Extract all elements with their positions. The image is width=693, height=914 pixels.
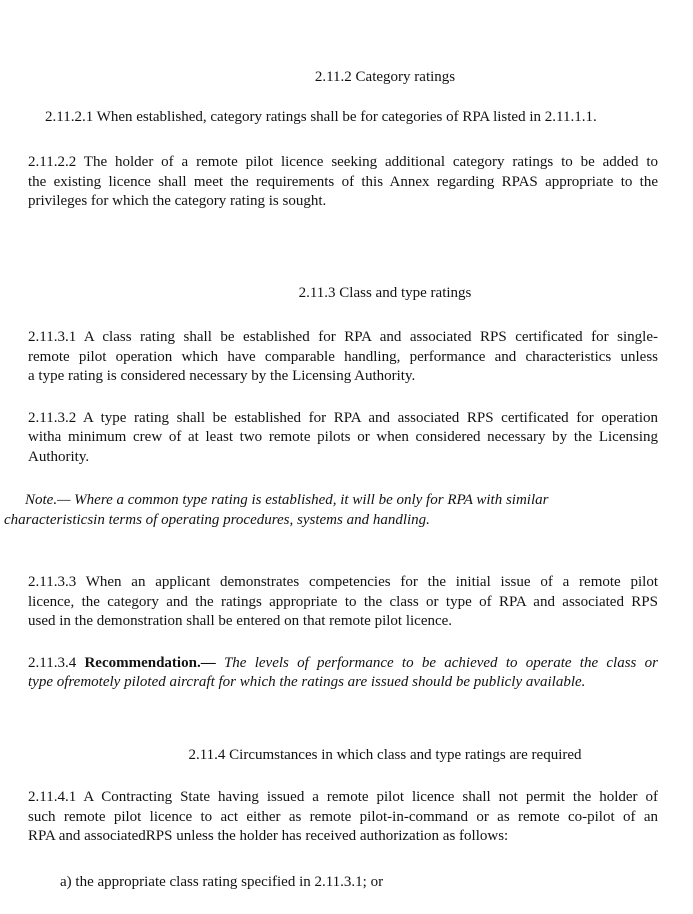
text-line: witha minimum crew of at least two remote pilots or when considered necessary by the Licensing xyxy=(28,429,658,445)
text-line: the existing licence shall meet the requirements of this Annex regarding RPAS appropriate to the xyxy=(28,173,658,190)
text-line: 2.11.3.1 A class rating shall be established for RPA and associated RPS certificated for single- xyxy=(28,329,658,345)
heading-text: 2.11.3 Class and type ratings xyxy=(298,284,472,301)
text-line xyxy=(28,654,658,674)
recommendation-2-11-3-4 xyxy=(28,654,658,693)
paragraph-2-11-3-3 xyxy=(28,573,658,632)
recommendation-label: Recommendation.— xyxy=(84,654,224,671)
text-line: a) the appropriate class rating specified in 2.11.3.1; or xyxy=(60,873,384,890)
paragraph-2-11-2-1 xyxy=(28,108,658,128)
clause-number: 2.11.3.4 xyxy=(28,654,85,671)
section-heading-2-11-2 xyxy=(77,68,693,88)
text-line: 2.11.4.1 A Contracting State having issued a remote pilot licence shall not permit the holder of xyxy=(28,789,658,805)
note-2-11-3 xyxy=(4,491,664,530)
paragraph-2-11-3-2 xyxy=(28,409,658,468)
text-line: 2.11.2.1 When established, category ratings shall be for categories of RPA listed in 2.11.1.1. xyxy=(45,108,597,125)
recommendation-text: The levels of performance to be achieved to operate the class or xyxy=(223,654,658,671)
recommendation-text: type ofremotely piloted aircraft for which the ratings are issued should be publicly available. xyxy=(28,674,586,690)
text-line: remote pilot operation which have comparable handling, performance and characteristics unless xyxy=(28,348,658,365)
text-line: 2.11.3.3 When an applicant demonstrates competencies for the initial issue of a remote pilot xyxy=(28,574,658,590)
text-line: characteristicsin terms of operating procedures, systems and handling. xyxy=(4,511,430,528)
list-item-a xyxy=(60,873,660,893)
section-heading-2-11-4 xyxy=(77,746,693,766)
paragraph-2-11-3-1 xyxy=(28,328,658,387)
text-line: 2.11.2.2 The holder of a remote pilot licence seeking additional category ratings to be added to xyxy=(28,154,658,170)
text-line: licence, the category and the ratings appropriate to the class or type of RPA and associated RPS xyxy=(28,593,658,610)
text-line: a type rating is considered necessary by the Licensing Authority. xyxy=(28,368,416,384)
text-line: such remote pilot licence to act either as remote pilot-in-command or as remote co-pilot of an xyxy=(28,808,658,825)
section-heading-2-11-3 xyxy=(77,284,693,304)
text-line: Note.— Where a common type rating is established, it will be only for RPA with similar xyxy=(25,492,549,508)
text-line: used in the demonstration shall be entered on that remote pilot licence. xyxy=(28,613,453,629)
text-line: privileges for which the category rating is sought. xyxy=(28,193,327,209)
paragraph-2-11-2-2 xyxy=(28,153,658,212)
heading-text: 2.11.2 Category ratings xyxy=(314,69,456,85)
paragraph-2-11-4-1 xyxy=(28,788,658,847)
text-line: Authority. xyxy=(28,448,90,465)
text-line: 2.11.3.2 A type rating shall be established for RPA and associated RPS certificated for operation xyxy=(28,409,658,426)
text-line: RPA and associatedRPS unless the holder has received authorization as follows: xyxy=(28,828,509,844)
heading-text: 2.11.4 Circumstances in which class and type ratings are required xyxy=(188,746,582,763)
